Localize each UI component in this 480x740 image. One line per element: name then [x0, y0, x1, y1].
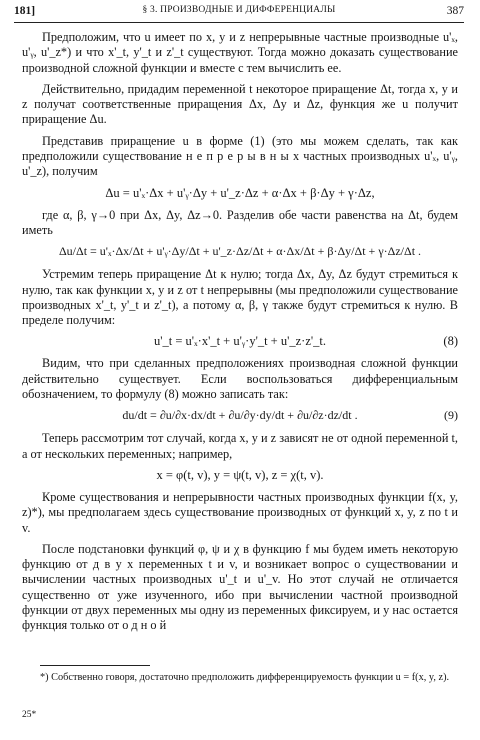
chapter-title: § 3. ПРОИЗВОДНЫЕ И ДИФФЕРЕНЦИАЛЫ [142, 5, 336, 15]
paragraph-2: Действительно, придадим переменной t некоторое приращение Δt, тогда x, y и z получат соответственные приращения Δx, Δy и Δz, функция же u получит приращение Δu. [22, 81, 458, 127]
footnote: *) Собственно говоря, достаточно предположить дифференцируемость функции u = f(x, y, z). [40, 672, 450, 683]
paragraph-8: Кроме существования и непрерывности частных производных функции f(x, y, z)*), мы предполагаем здесь существование производных от функций x, y, z по t и v. [22, 489, 458, 535]
paragraph-1: Предположим, что u имеет по x, y и z непрерывные частные производные u'ₓ, u'ᵧ, u'_z*) и что x'_t, y'_t и z'_t существуют. Тогда можно доказать существование производной сложной функции и вместе с тем вычислить ее. [22, 30, 458, 75]
printer-signature: 25* [22, 710, 37, 720]
equation-substitution: x = φ(t, v), y = ψ(t, v), z = χ(t, v). [156, 467, 324, 482]
running-header [14, 5, 464, 19]
paragraph-9: После подстановки функций φ, ψ и χ в функцию f мы будем иметь некоторую функцию от д в у х переменных t и v, и возникает вопрос о существовании и вычислении частных производных u'_t и u'_v. Но этот случай не отличается существенно от уже изученного, ибо при вычислении частной производной функции от двух переменных мы одну из переменных фиксируем, и у нас остается функция только от о д н о й [22, 541, 458, 633]
page-number: 387 [446, 5, 464, 17]
header-rule [14, 22, 464, 23]
paragraph-4: где α, β, γ→0 при Δx, Δy, Δz→0. Разделив обе части равенства на Δt, будем иметь [22, 207, 458, 237]
footnote-rule [40, 665, 150, 666]
equation-9 [22, 408, 458, 423]
equation-9-body: du/dt = ∂u/∂x·dx/dt + ∂u/∂y·dy/dt + ∂u/∂z·dz/dt . [122, 408, 358, 423]
paragraph-3: Представив приращение u в форме (1) (это мы можем сделать, так как предположили существование н е п р е р ы в н ы х частных производных u'ₓ, u'ᵧ, u'_z), получим [22, 133, 458, 179]
equation-8-number: (8) [443, 334, 458, 349]
equation-ratio: Δu/Δt = u'ₓ·Δx/Δt + u'ᵧ·Δy/Δt + u'_z·Δz/Δt + α·Δx/Δt + β·Δy/Δt + γ·Δz/Δt . [58, 244, 422, 259]
equation-9-number: (9) [444, 408, 458, 423]
equation-increment: Δu = u'ₓ·Δx + u'ᵧ·Δy + u'_z·Δz + α·Δx + β·Δy + γ·Δz, [105, 185, 375, 200]
paragraph-7: Теперь рассмотрим тот случай, когда x, y и z зависят не от одной переменной t, а от нескольких переменных; например, [22, 431, 458, 461]
section-marker: 181] [14, 5, 36, 17]
paragraph-6: Видим, что при сделанных предположениях производная сложной функции действительно существует. Если воспользоваться дифференциальным обозначением, то формулу (8) можно записать так: [22, 356, 458, 402]
paragraph-5: Устремим теперь приращение Δt к нулю; тогда Δx, Δy, Δz будут стремиться к нулю, так как функции x, y и z от t непрерывны (мы предположили существование производных x'_t, y'_t и z'_t), а потому α, β, γ также будут стремиться к нулю. В пределе получим: [22, 267, 458, 328]
page-body [22, 30, 458, 640]
equation-8 [22, 334, 458, 349]
equation-8-body: u'_t = u'ₓ·x'_t + u'ᵧ·y'_t + u'_z·z'_t. [154, 334, 326, 349]
